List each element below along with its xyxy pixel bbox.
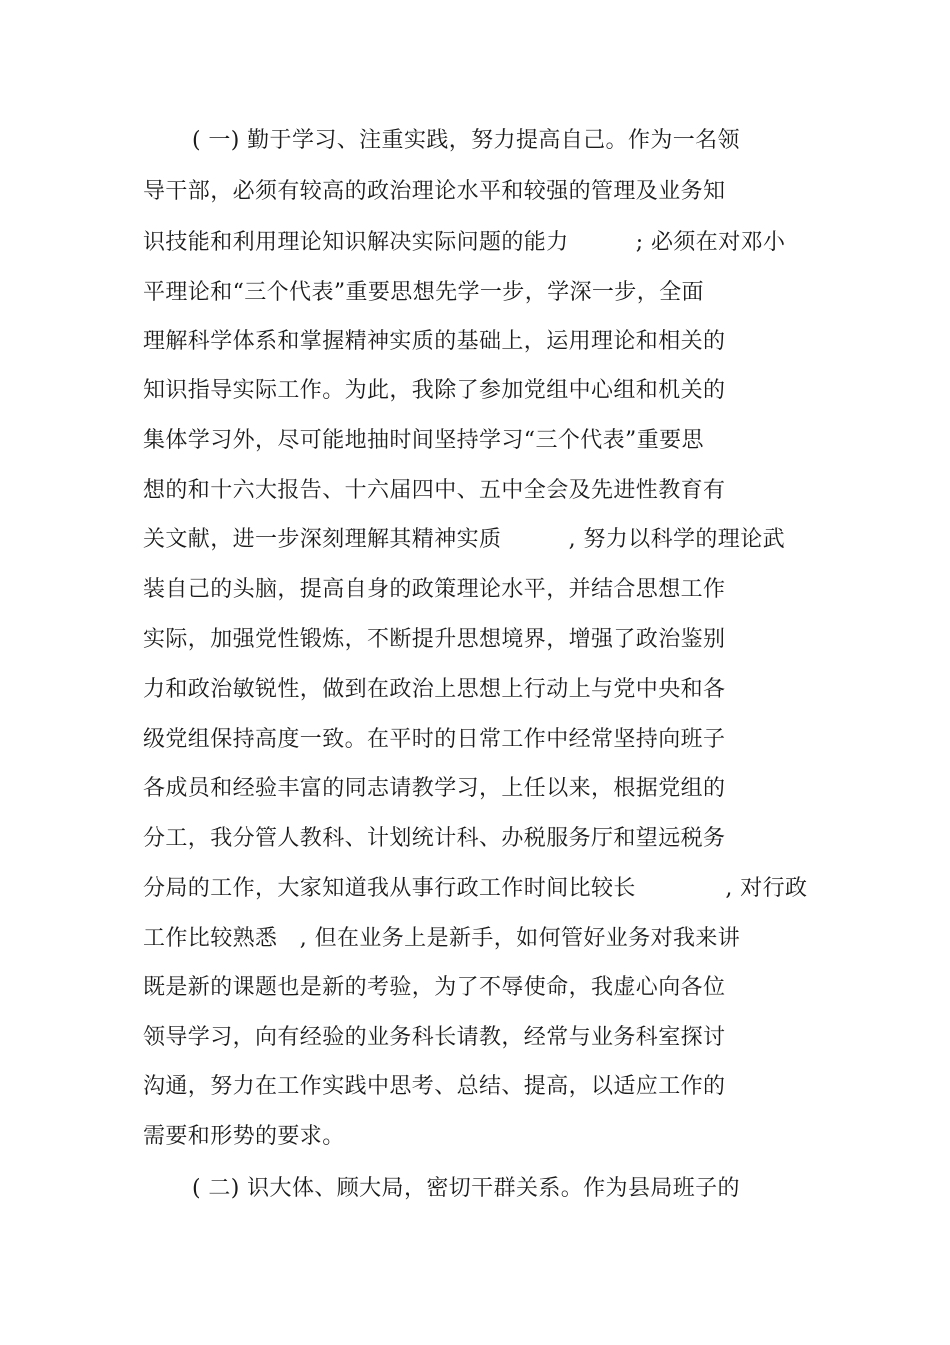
paragraph-1-line-12: 力和政治敏锐性，做到在政治上思想上行动上与党中央和各 xyxy=(143,677,726,702)
paragraph-1-line-11: 实际，加强党性锻炼，不断提升思想境界，增强了政治鉴别 xyxy=(143,627,726,652)
paragraph-1-line-14: 各成员和经验丰富的同志请教学习，上任以来，根据党组的 xyxy=(143,776,726,801)
paragraph-1-line-20: 沟通，努力在工作实践中思考、总结、提高，以适应工作的 xyxy=(143,1074,726,1099)
paragraph-1-line-10: 装自己的头脑，提高自身的政策理论水平，并结合思想工作 xyxy=(143,577,726,602)
paragraph-1-line-15: 分工，我分管人教科、计划统计科、办税服务厅和望远税务 xyxy=(143,826,726,851)
paragraph-1-line-4: 平理论和“三个代表”重要思想先学一步，学深一步，全面 xyxy=(143,280,704,305)
paragraph-2-line-1: ( 二) 识大体、顾大局，密切干群关系。作为县局班子的 xyxy=(192,1176,740,1201)
paragraph-1-line-18: 既是新的课题也是新的考验，为了不辱使命，我虚心向各位 xyxy=(143,975,726,1000)
paragraph-1-line-17: 工作比较熟悉 , 但在业务上是新手，如何管好业务对我来讲 xyxy=(143,926,741,951)
paragraph-1-line-13: 级党组保持高度一致。在平时的日常工作中经常坚持向班子 xyxy=(143,727,726,752)
paragraph-1-line-19: 领导学习，向有经验的业务科长请教，经常与业务科室探讨 xyxy=(143,1025,726,1050)
paragraph-1-line-16: 分局的工作，大家知道我从事行政工作时间比较长 , 对行政 xyxy=(143,876,808,901)
paragraph-1-line-21: 需要和形势的要求。 xyxy=(143,1124,345,1149)
paragraph-1-line-1: ( 一) 勤于学习、注重实践，努力提高自己。作为一名领 xyxy=(192,128,740,153)
paragraph-1-line-2: 导干部，必须有较高的政治理论水平和较强的管理及业务知 xyxy=(143,179,726,204)
paragraph-1-line-5: 理解科学体系和掌握精神实质的基础上，运用理论和相关的 xyxy=(143,329,726,354)
paragraph-1-line-6: 知识指导实际工作。为此，我除了参加党组中心组和机关的 xyxy=(143,378,726,403)
paragraph-1-line-7: 集体学习外，尽可能地抽时间坚持学习“三个代表”重要思 xyxy=(143,428,704,453)
paragraph-1-line-9: 关文献，进一步深刻理解其精神实质 , 努力以科学的理论武 xyxy=(143,527,785,552)
paragraph-1-line-3: 识技能和利用理论知识解决实际问题的能力 ; 必须在对邓小 xyxy=(143,230,786,255)
paragraph-1-line-8: 想的和十六大报告、十六届四中、五中全会及先进性教育有 xyxy=(143,478,726,503)
